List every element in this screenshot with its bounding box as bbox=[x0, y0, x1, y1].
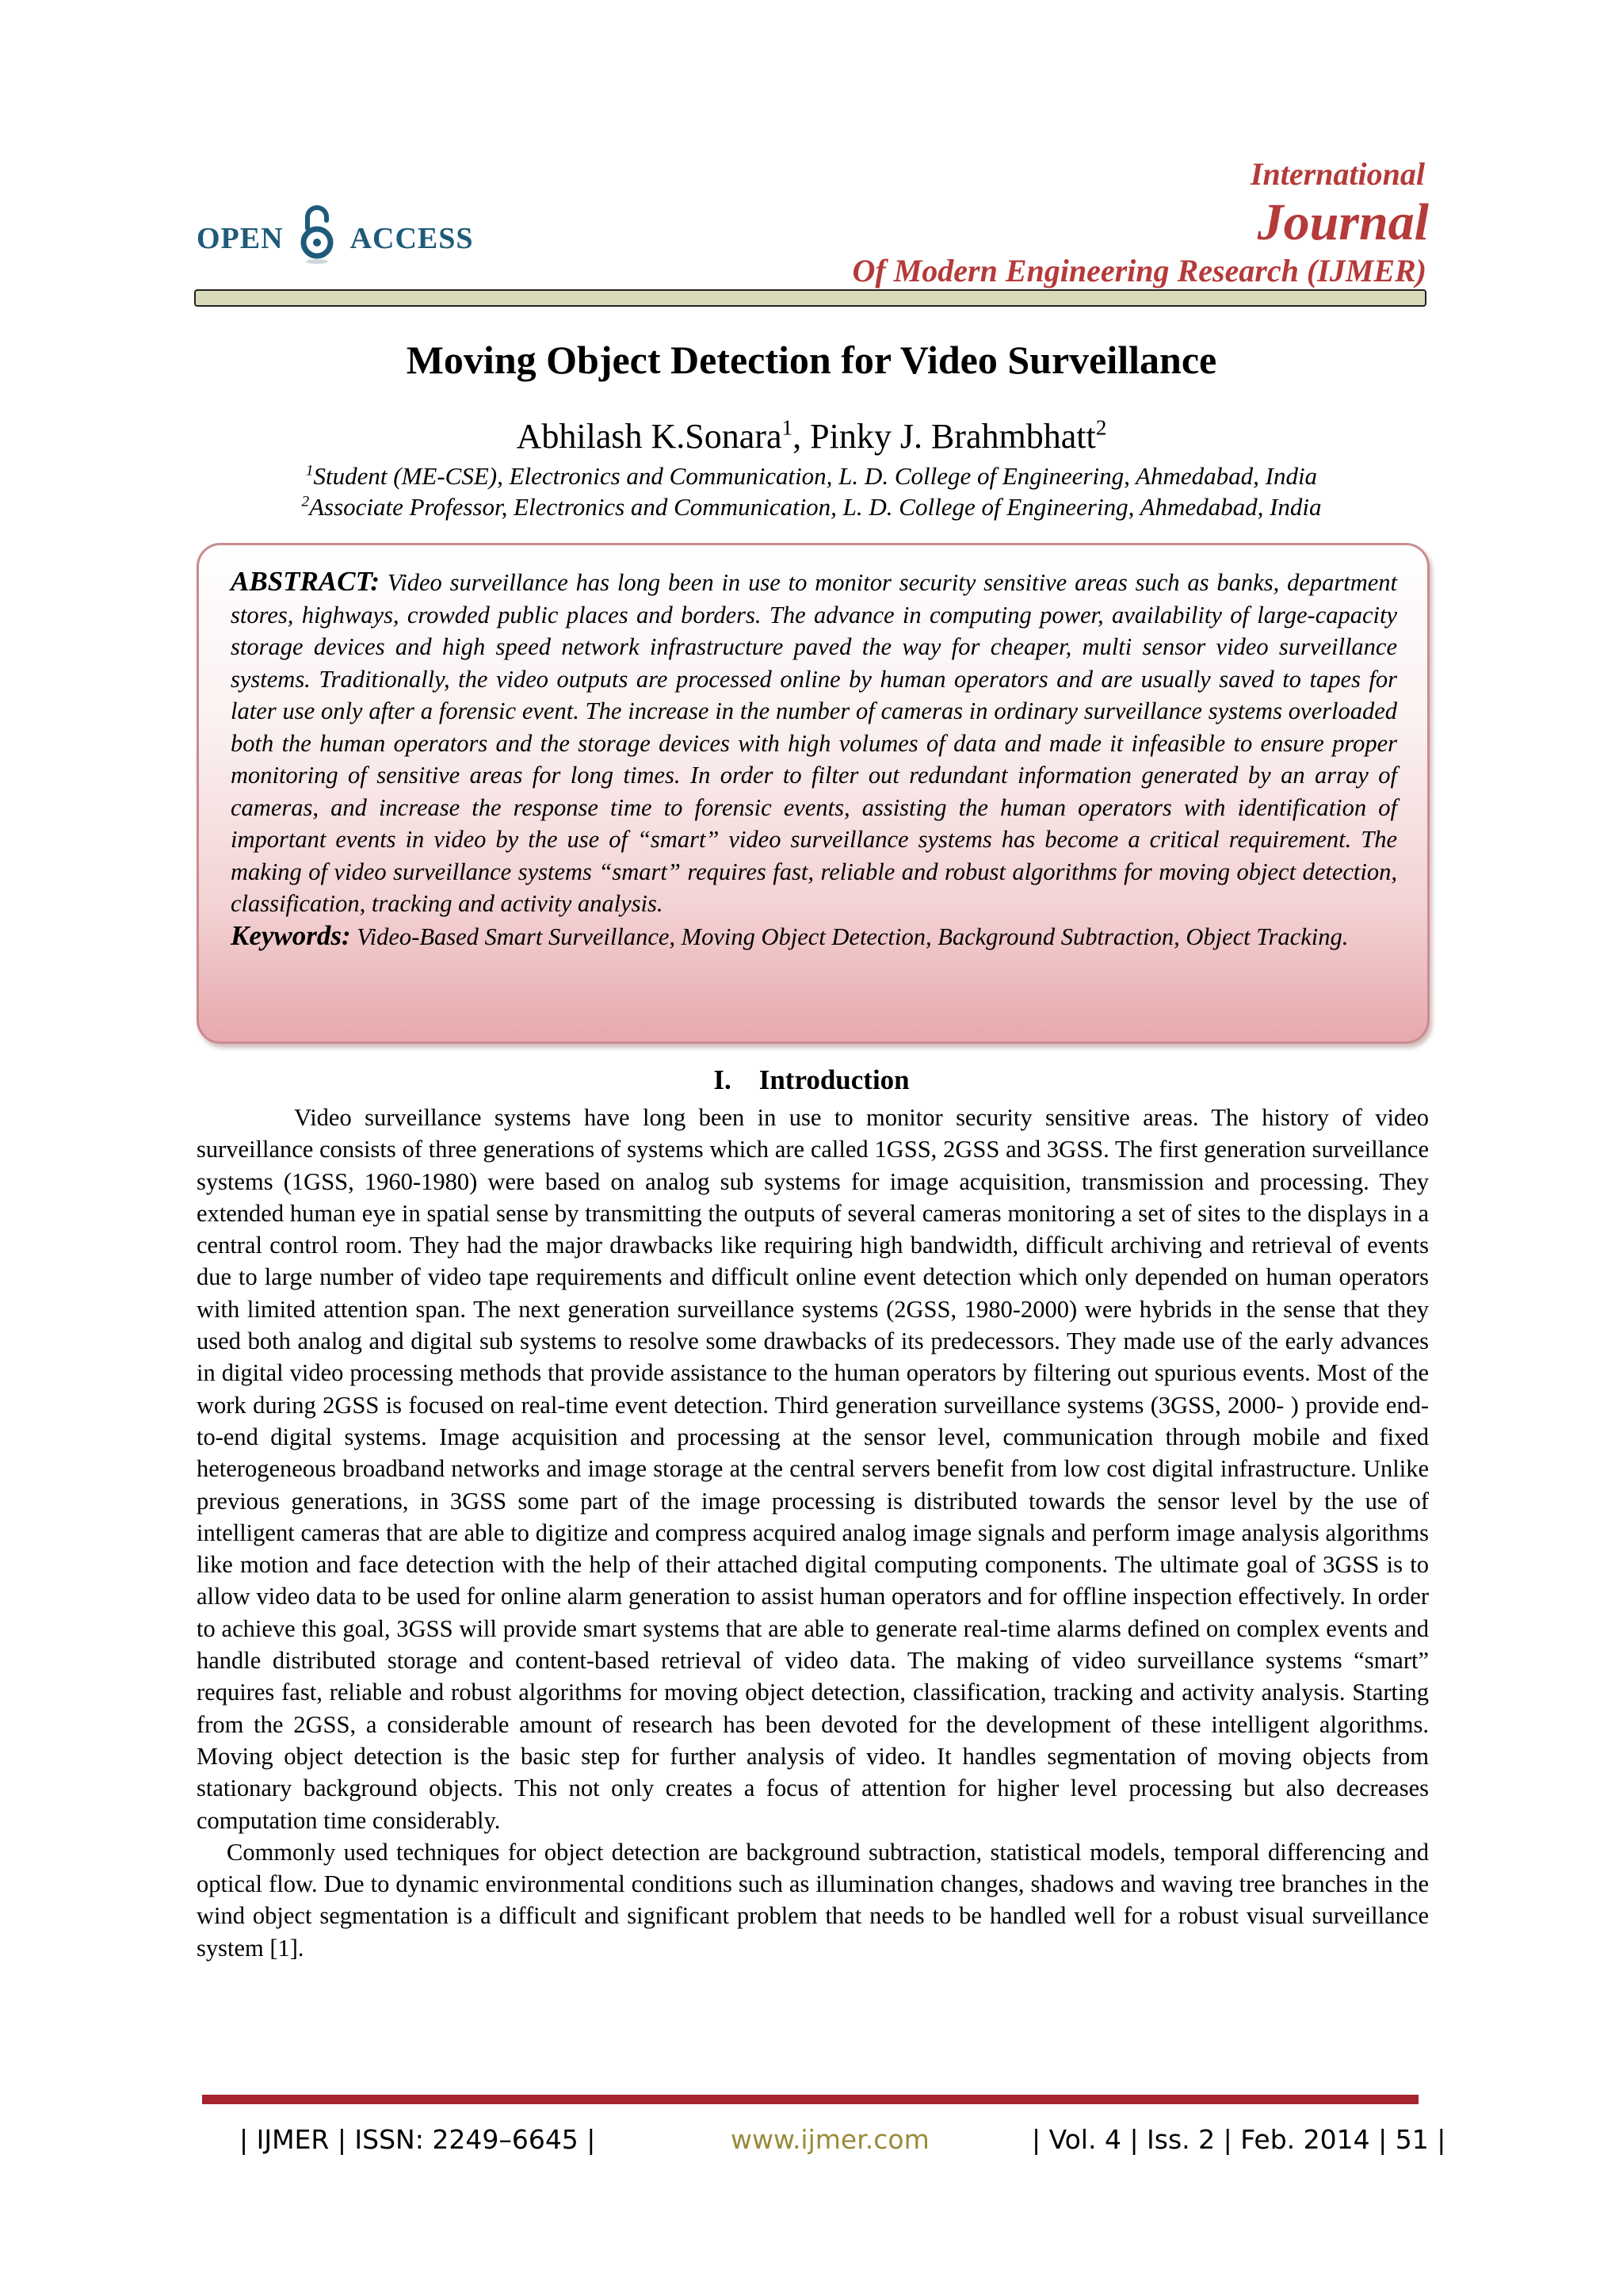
author-superscript: 2 bbox=[1095, 415, 1107, 440]
footer-volume-page: | Vol. 4 | Iss. 2 | Feb. 2014 | 51 | bbox=[1032, 2124, 1446, 2155]
journal-title-subtitle: Of Modern Engineering Research (IJMER) bbox=[852, 253, 1426, 288]
open-lock-icon bbox=[298, 204, 336, 266]
author-superscript: 1 bbox=[781, 415, 793, 440]
journal-title-main: Journal bbox=[1257, 193, 1429, 251]
paper-title: Moving Object Detection for Video Surveillance bbox=[406, 338, 1217, 382]
affiliation-text: Associate Professor, Electronics and Communication, L. D. College of Engineering, Ahmedabad, India bbox=[309, 493, 1322, 521]
affiliation-text: Student (ME-CSE), Electronics and Communication, L. D. College of Engineering, Ahmedabad, India bbox=[313, 462, 1318, 490]
footer-website-link[interactable]: www.ijmer.com bbox=[731, 2124, 930, 2155]
keywords-label: Keywords: bbox=[231, 919, 351, 951]
affiliation-superscript: 1 bbox=[305, 462, 314, 479]
introduction-body bbox=[197, 1102, 1429, 1964]
journal-title-international: International bbox=[1250, 156, 1425, 192]
abstract-label: ABSTRACT: bbox=[231, 566, 380, 597]
affiliation-line bbox=[0, 493, 1623, 521]
open-access-label-open: OPEN bbox=[197, 222, 284, 255]
header-divider-bar bbox=[194, 289, 1426, 307]
affiliation-line bbox=[0, 462, 1623, 491]
author-name: Abhilash K.Sonara bbox=[516, 417, 782, 456]
abstract-box bbox=[197, 543, 1430, 1044]
footer-journal-issn: | IJMER | ISSN: 2249–6645 | bbox=[239, 2124, 596, 2155]
author-line bbox=[0, 416, 1623, 457]
keywords-text: Video-Based Smart Surveillance, Moving Object Detection, Background Subtraction, Object Tracking. bbox=[350, 923, 1349, 950]
author-separator: , bbox=[792, 417, 811, 456]
affiliation-superscript: 2 bbox=[301, 493, 310, 510]
section-heading-introduction: I. Introduction bbox=[713, 1064, 910, 1095]
open-access-logo bbox=[197, 208, 474, 269]
author-name: Pinky J. Brahmbhatt bbox=[810, 417, 1096, 456]
open-access-label-access: ACCESS bbox=[349, 222, 474, 255]
abstract-paragraph bbox=[231, 566, 1397, 920]
keywords-paragraph bbox=[231, 920, 1397, 953]
body-paragraph: Commonly used techniques for object detection are background subtraction, statistical models, temporal differencing and optical flow. Due to dynamic environmental conditions such as illumination changes, shadows and waving tree branches in the wind object segmentation is a difficult and significant problem that needs to be handled well for a robust visual surveillance system [1]. bbox=[197, 1838, 1429, 1962]
body-paragraph: Video surveillance systems have long been in use to monitor security sensitive areas. The history of video surveillance consists of three generations of systems which are called 1GSS, 2GSS and 3GSS. The first generation surveillance systems (1GSS, 1960-1980) were based on analog sub systems for image acquisition, transmission and processing. They extended human eye in spatial sense by transmitting the outputs of several cameras monitoring a set of sites to the displays in a central control room. They had the major drawbacks like requiring high bandwidth, difficult archiving and retrieval of events due to large number of video tape requirements and difficult online event detection which only depended on human operators with limited attention span. The next generation surveillance systems (2GSS, 1980-2000) were hybrids in the sense that they used both analog and digital sub systems to resolve some drawbacks of its predecessors. They made use of the early advances in digital video processing methods that provide assistance to the human operators by filtering out spurious events. Most of the work during 2GSS is focused on real-time event detection. Third generation surveillance systems (3GSS, 2000- ) provide end-to-end digital systems. Image acquisition and processing at the sensor level, communication through mobile and fixed heterogeneous broadband networks and image storage at the central servers benefit from low cost digital infrastructure. Unlike previous generations, in 3GSS some part of the image processing is distributed towards the sensor level by the use of intelligent cameras that are able to digitize and compress acquired analog image signals and perform image analysis algorithms like motion and face detection with the help of their attached digital computing components. The ultimate goal of 3GSS is to allow video data to be used for online alarm generation to assist human operators and for offline inspection effectively. In order to achieve this goal, 3GSS will provide smart systems that are able to generate real-time alarms defined on complex events and handle distributed storage and content-based retrieval of video data. The making of video surveillance systems “smart” requires fast, reliable and robust algorithms for moving object detection, classification, tracking and activity analysis. Starting from the 2GSS, a considerable amount of research has been devoted for the development of these intelligent algorithms. Moving object detection is the basic step for further analysis of video. It handles segmentation of moving objects from stationary background objects. This not only creates a focus of attention for higher level processing but also decreases computation time considerably. bbox=[197, 1104, 1429, 1834]
abstract-text: Video surveillance has long been in use to monitor security sensitive areas such as banks, department stores, highways, crowded public places and borders. The advance in computing power, availability of large-capacity storage devices and high speed network infrastructure paved the way for cheaper, multi sensor video surveillance systems. Traditionally, the video outputs are processed online by human operators and are usually saved to tapes for later use only after a forensic event. The increase in the number of cameras in ordinary surveillance systems overloaded both the human operators and the storage devices with high volumes of data and made it infeasible to ensure proper monitoring of sensitive areas for long times. In order to filter out redundant information generated by an array of cameras, and increase the response time to forensic events, assisting the human operators with identification of important events in video by the use of “smart” video surveillance systems has become a critical requirement. The making of video surveillance systems “smart” requires fast, reliable and robust algorithms for moving object detection, classification, tracking and activity analysis. bbox=[231, 569, 1397, 917]
footer-divider-bar bbox=[202, 2095, 1419, 2104]
